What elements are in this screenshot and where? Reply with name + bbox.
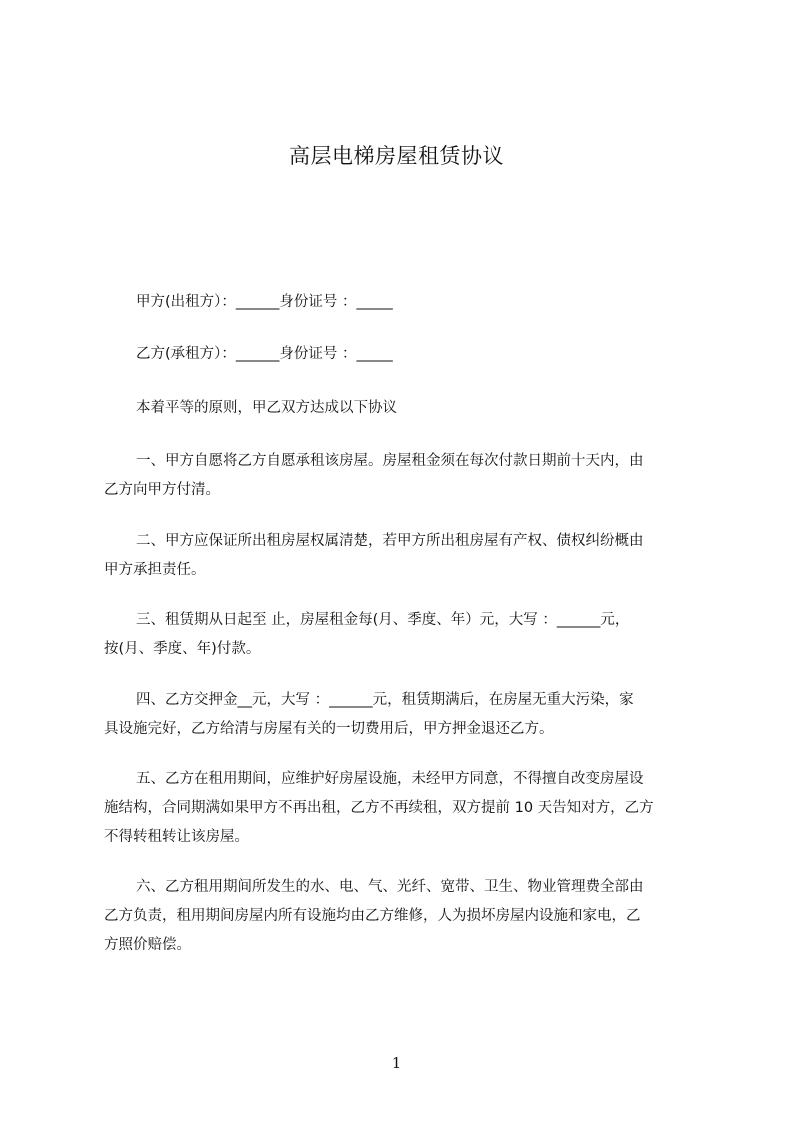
clause-3-line-2: 按(月、季度、年)付款。 [104, 641, 261, 657]
clause-6-line-2: 乙方负责，租用期间房屋内所有设施均由乙方维修，人为损坏房屋内设施和家电，乙 [104, 908, 641, 924]
clause-4-line-1: 四、乙方交押金__元，大写 ：______元，租赁期满后，在房屋无重大污染，家 [136, 692, 634, 708]
party-a-line: 甲方(出租方）：______身份证号 ：_____ [136, 294, 393, 310]
clause-6-line-1: 六、乙方租用期间所发生的水、电、气、光纤、宽带、卫生、物业管理费全部由 [136, 879, 644, 895]
document-title: 高层电梯房屋租赁协议 [289, 144, 504, 168]
clause-5-line-1: 五、乙方在租用期间，应维护好房屋设施，未经甲方同意，不得擅自改变房屋设 [136, 771, 644, 787]
clause-2-line-1: 二、甲方应保证所出租房屋权属清楚，若甲方所出租房屋有产权、债权纠纷概由 [136, 533, 644, 549]
clause-3-line-1: 三、租赁期从日起至 止，房屋租金每(月、季度、年）元，大写 ：______元， [136, 612, 630, 628]
party-b-line: 乙方(承租方）：______身份证号 ：_____ [136, 346, 393, 362]
clause-4-line-2: 具设施完好，乙方给清与房屋有关的一切费用后，甲方押金退还乙方。 [104, 721, 554, 737]
clause-5-line-2: 施结构，合同期满如果甲方不再出租，乙方不再续租，双方提前 10 天告知对方，乙方 [104, 800, 654, 816]
clause-5-line-3: 不得转租转让该房屋。 [104, 829, 249, 845]
clause-6-line-3: 方照价赔偿。 [104, 937, 191, 953]
clause-1-line-2: 乙方向甲方付清。 [104, 482, 220, 498]
page-number: 1 [391, 1054, 402, 1072]
clause-2-line-2: 甲方承担责任。 [104, 562, 206, 578]
preamble: 本着平等的原则，甲乙双方达成以下协议 [136, 400, 397, 416]
clause-1-line-1: 一、甲方自愿将乙方自愿承租该房屋。房屋租金须在每次付款日期前十天内，由 [136, 453, 644, 469]
